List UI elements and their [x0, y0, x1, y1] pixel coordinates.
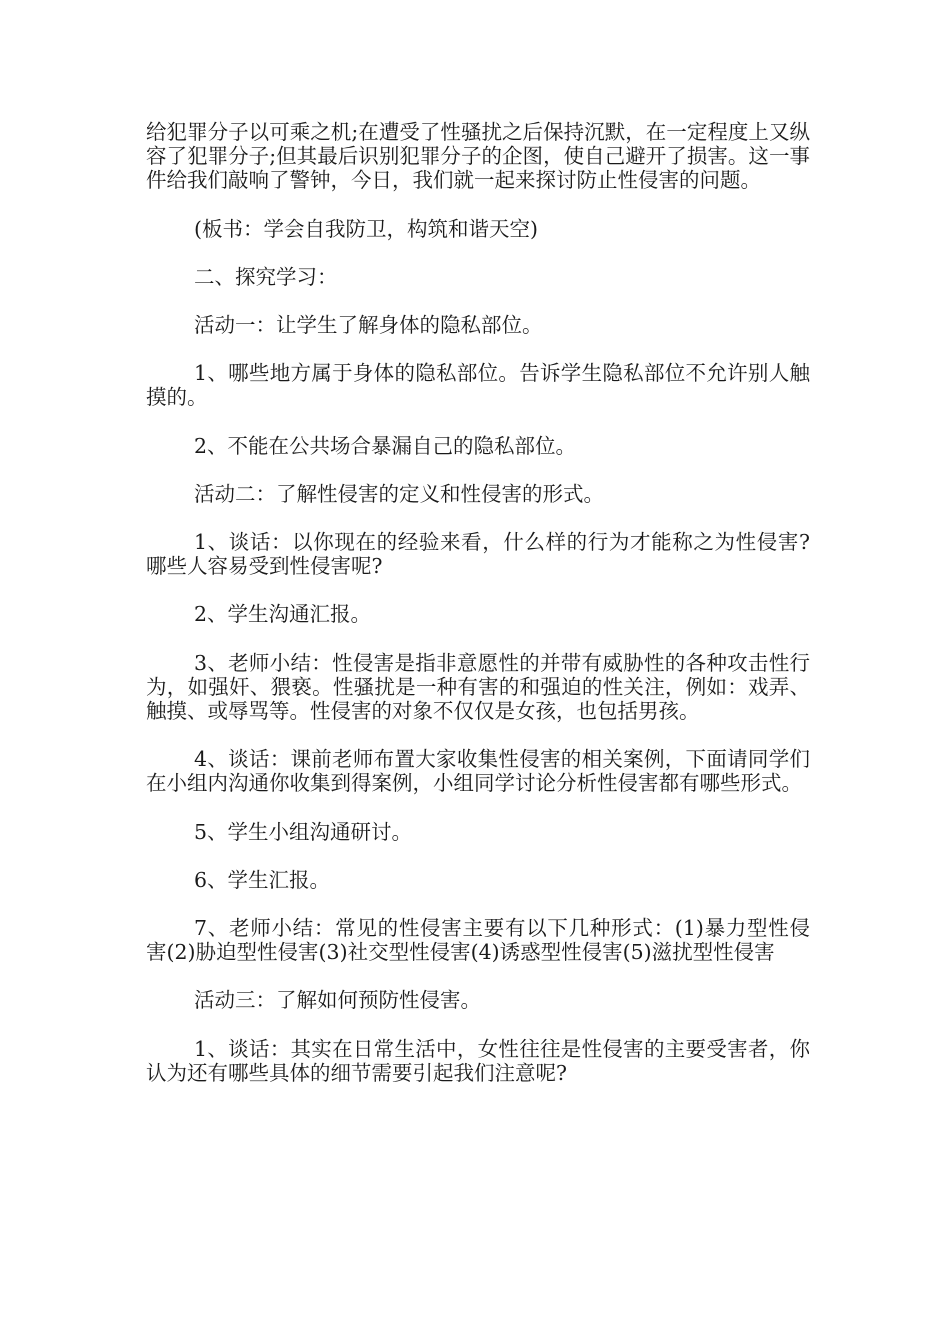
- activity-one-item-1: 1、哪些地方属于身体的隐私部位。告诉学生隐私部位不允许别人触摸的。: [146, 361, 810, 410]
- activity-two-item-2: 2、学生沟通汇报。: [194, 602, 372, 627]
- paragraph-continuation: 给犯罪分子以可乘之机;在遭受了性骚扰之后保持沉默，在一定程度上又纵容了犯罪分子;但其最后识别犯罪分子的企图，使自己避开了损害。这一事件给我们敲响了警钟，今日，我们就一起来探讨防止性侵害的问题。: [146, 120, 810, 193]
- activity-two-item-7: 7、老师小结：常见的性侵害主要有以下几种形式：(1)暴力型性侵害(2)胁迫型性侵害(3)社交型性侵害(4)诱惑型性侵害(5)滋扰型性侵害: [146, 916, 810, 965]
- activity-two-item-3: 3、老师小结：性侵害是指非意愿性的并带有威胁性的各种攻击性行为，如强奸、猥亵。性骚扰是一种有害的和强迫的性关注，例如：戏弄、触摸、或辱骂等。性侵害的对象不仅仅是女孩，也包括男孩。: [146, 650, 810, 724]
- activity-three-item-1: 1、谈话：其实在日常生活中，女性往往是性侵害的主要受害者，你认为还有哪些具体的细节需要引起我们注意呢?: [146, 1036, 810, 1085]
- activity-two-item-5: 5、学生小组沟通研讨。: [194, 819, 413, 844]
- activity-one-heading: 活动一：让学生了解身体的隐私部位。: [194, 313, 543, 338]
- activity-three-heading: 活动三：了解如何预防性侵害。: [194, 988, 481, 1013]
- section-heading-inquiry: 二、探究学习：: [194, 264, 338, 289]
- activity-two-heading: 活动二：了解性侵害的定义和性侵害的形式。: [194, 481, 604, 506]
- activity-two-item-6: 6、学生汇报。: [194, 867, 331, 892]
- activity-one-item-2: 2、不能在公共场合暴漏自己的隐私部位。: [194, 433, 577, 458]
- activity-two-item-4: 4、谈话：课前老师布置大家收集性侵害的相关案例，下面请同学们在小组内沟通你收集到得案例，小组同学讨论分析性侵害都有哪些形式。: [146, 747, 810, 796]
- paragraph-blackboard-note: (板书：学会自我防卫，构筑和谐天空): [194, 216, 538, 241]
- document-body: [146, 120, 810, 1109]
- activity-two-item-1: 1、谈话：以你现在的经验来看，什么样的行为才能称之为性侵害?哪些人容易受到性侵害呢?: [146, 530, 810, 579]
